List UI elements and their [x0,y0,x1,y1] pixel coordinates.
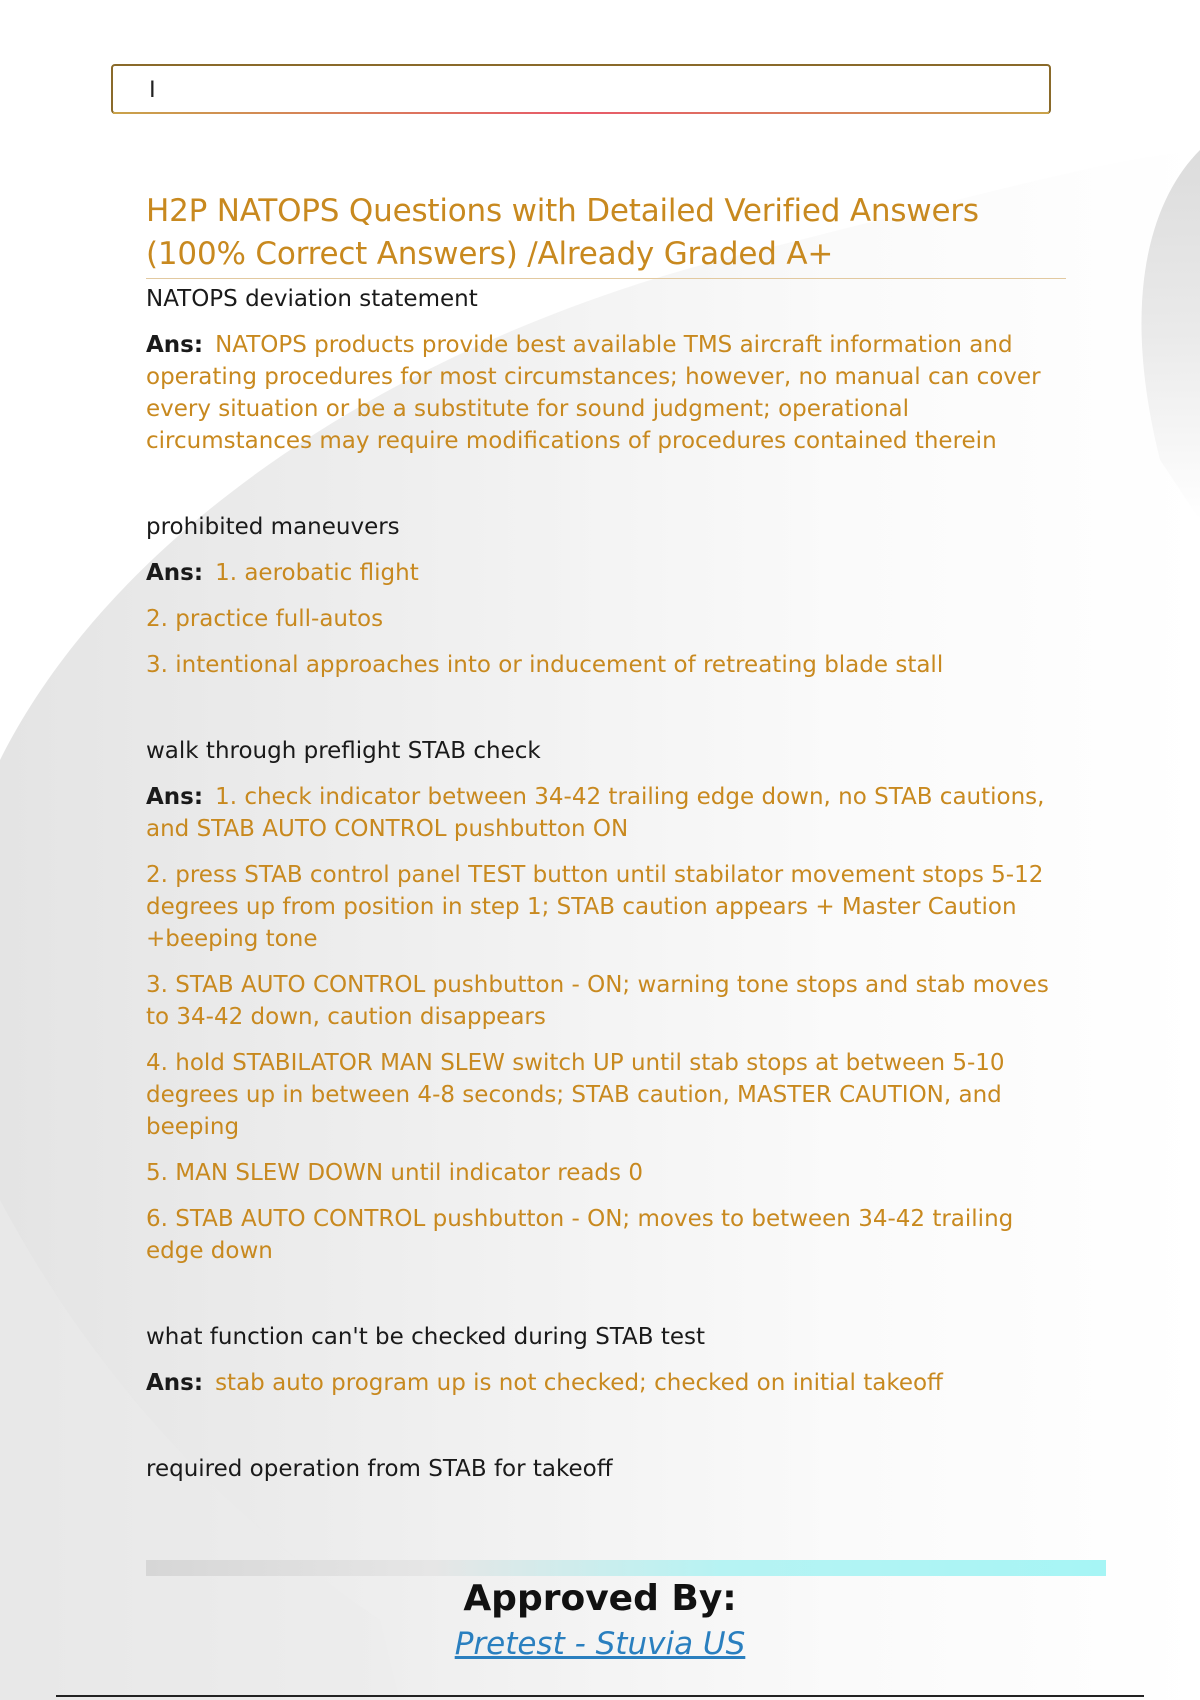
qa-block [146,283,1066,457]
bottom-divider [56,1695,1144,1697]
answer-text: 2. press STAB control panel TEST button until stabilator movement stops 5-12 degrees up from position in step 1; STAB caution appears + Master Caution +beeping tone [146,862,1044,952]
qa-block [146,1453,1066,1485]
question-text: walk through preflight STAB check [146,738,541,764]
answer-value: stab auto program up is not checked; checked on initial takeoff [215,1370,943,1396]
spacer [146,471,1066,507]
document-title: H2P NATOPS Questions with Detailed Verified Answers (100% Correct Answers) /Already Graded A+ [146,190,1066,279]
question-text: NATOPS deviation statement [146,286,478,312]
spacer [146,1281,1066,1317]
answer-value: 1. check indicator between 34-42 trailing edge down, no STAB cautions, and STAB AUTO CONTROL pushbutton ON [146,784,1045,842]
answer-text: 2. practice full-autos [146,606,384,632]
answer-text [146,781,1066,845]
answer-value: NATOPS products provide best available TMS aircraft information and operating procedures for most circumstances; however, no manual can cover every situation or be a substitute for sound judgment; operational circumstances may require modifications of procedures contained therein [146,332,1041,454]
qa-block [146,735,1066,1267]
answer-text: 4. hold STABILATOR MAN SLEW switch UP until stab stops at between 5-10 degrees up in between 4-8 seconds; STAB caution, MASTER CAUTION, and beeping [146,1050,1005,1140]
answer-text [146,1367,1066,1399]
ans-label: Ans: [146,1370,204,1396]
answer-text: 3. STAB AUTO CONTROL pushbutton - ON; warning tone stops and stab moves to 34-42 down, caution disappears [146,972,1049,1030]
header-input-value: I [149,76,156,103]
qa-block [146,511,1066,681]
question-text: what function can't be checked during STAB test [146,1324,706,1350]
qa-block [146,1321,1066,1399]
answer-value: 1. aerobatic flight [215,560,419,586]
footer-gradient-bar [146,1560,1106,1576]
document-content [146,190,1066,1499]
answer-text [146,557,1066,589]
question-text: required operation from STAB for takeoff [146,1456,613,1482]
header-gradient-rule [113,112,1049,114]
spacer [146,1413,1066,1449]
answer-text: 6. STAB AUTO CONTROL pushbutton - ON; moves to between 34-42 trailing edge down [146,1206,1014,1264]
header-input-box[interactable] [111,64,1051,114]
ans-label: Ans: [146,784,204,810]
ans-label: Ans: [146,332,204,358]
approved-by-link[interactable]: Pretest - Stuvia US [454,1626,746,1662]
spacer [146,695,1066,731]
ans-label: Ans: [146,560,204,586]
answer-text: 3. intentional approaches into or inducement of retreating blade stall [146,652,944,678]
approved-by-label: Approved By: [463,1578,737,1619]
answer-text: 5. MAN SLEW DOWN until indicator reads 0 [146,1160,643,1186]
question-text: prohibited maneuvers [146,514,400,540]
answer-text [146,329,1066,457]
